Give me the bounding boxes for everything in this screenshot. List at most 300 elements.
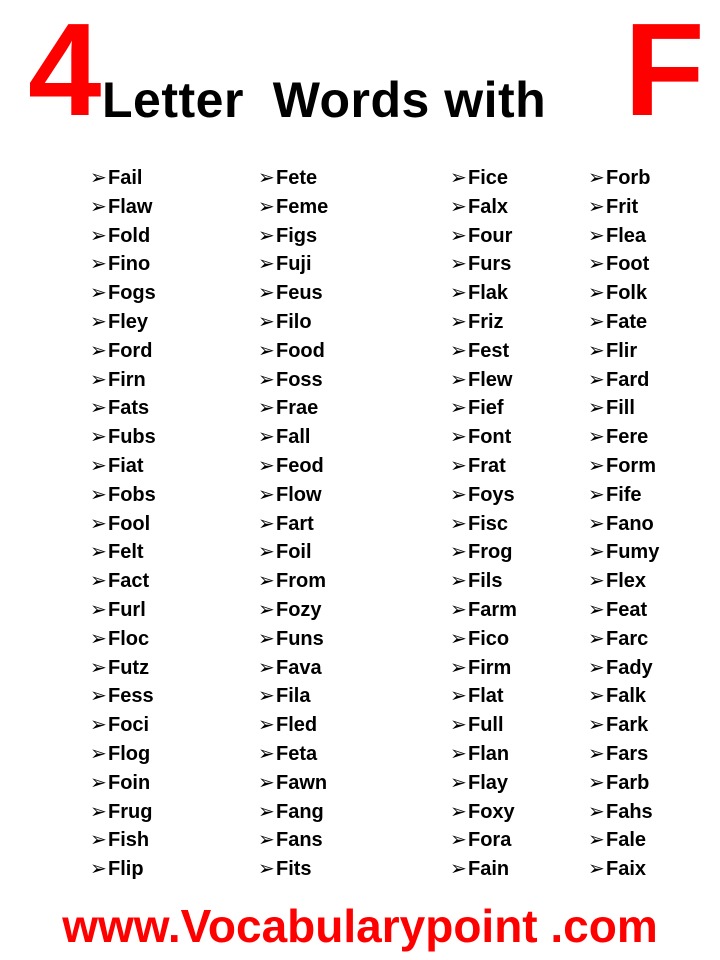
word-text: Fall bbox=[276, 426, 311, 449]
arrow-bullet-icon: ➢ bbox=[588, 310, 605, 333]
word-text: Fill bbox=[606, 397, 635, 420]
arrow-bullet-icon: ➢ bbox=[258, 656, 275, 679]
arrow-bullet-icon: ➢ bbox=[450, 714, 467, 737]
word-item bbox=[588, 625, 659, 654]
word-text: Fars bbox=[606, 742, 649, 765]
word-text: Faix bbox=[606, 858, 647, 881]
arrow-bullet-icon: ➢ bbox=[450, 253, 467, 276]
arrow-bullet-icon: ➢ bbox=[258, 483, 275, 506]
arrow-bullet-icon: ➢ bbox=[258, 426, 275, 449]
word-item bbox=[258, 250, 328, 279]
word-item bbox=[450, 625, 517, 654]
word-text: Fady bbox=[606, 656, 653, 679]
arrow-bullet-icon: ➢ bbox=[588, 512, 605, 535]
word-text: Furs bbox=[468, 253, 512, 276]
word-item bbox=[90, 366, 156, 395]
arrow-bullet-icon: ➢ bbox=[450, 742, 467, 765]
arrow-bullet-icon: ➢ bbox=[90, 483, 107, 506]
word-item bbox=[588, 510, 659, 539]
arrow-bullet-icon: ➢ bbox=[258, 454, 275, 477]
word-text: Furl bbox=[108, 598, 146, 621]
word-text: Falk bbox=[606, 685, 647, 708]
arrow-bullet-icon: ➢ bbox=[258, 627, 275, 650]
arrow-bullet-icon: ➢ bbox=[588, 282, 605, 305]
arrow-bullet-icon: ➢ bbox=[258, 397, 275, 420]
arrow-bullet-icon: ➢ bbox=[258, 771, 275, 794]
arrow-bullet-icon: ➢ bbox=[90, 282, 107, 305]
word-text: Frat bbox=[468, 454, 506, 477]
arrow-bullet-icon: ➢ bbox=[258, 339, 275, 362]
word-text: Flew bbox=[468, 368, 513, 391]
word-item bbox=[90, 855, 156, 884]
word-text: Friz bbox=[468, 310, 504, 333]
arrow-bullet-icon: ➢ bbox=[588, 195, 605, 218]
word-item bbox=[588, 596, 659, 625]
word-item bbox=[450, 193, 517, 222]
word-item bbox=[450, 596, 517, 625]
word-item bbox=[588, 826, 659, 855]
arrow-bullet-icon: ➢ bbox=[450, 167, 467, 189]
word-text: Fart bbox=[276, 512, 314, 535]
word-text: Figs bbox=[276, 224, 318, 247]
word-item bbox=[90, 682, 156, 711]
word-item bbox=[258, 510, 328, 539]
word-text: Flay bbox=[468, 771, 509, 794]
word-text: Foys bbox=[468, 483, 515, 506]
word-text: Foin bbox=[108, 771, 151, 794]
word-item bbox=[588, 279, 659, 308]
word-item bbox=[450, 855, 517, 884]
word-text: Fano bbox=[606, 512, 654, 535]
word-text: Fard bbox=[606, 368, 650, 391]
word-item bbox=[90, 164, 156, 193]
arrow-bullet-icon: ➢ bbox=[588, 483, 605, 506]
word-text: Feat bbox=[606, 598, 648, 621]
word-text: Fact bbox=[108, 570, 150, 593]
word-text: Fino bbox=[108, 253, 151, 276]
word-item bbox=[450, 337, 517, 366]
word-item bbox=[588, 222, 659, 251]
word-text: Fils bbox=[468, 570, 503, 593]
word-text: Fiat bbox=[108, 454, 144, 477]
word-text: Fits bbox=[276, 858, 312, 881]
word-item bbox=[90, 481, 156, 510]
word-item bbox=[258, 193, 328, 222]
word-item bbox=[588, 538, 659, 567]
word-text: Fubs bbox=[108, 426, 156, 449]
arrow-bullet-icon: ➢ bbox=[258, 714, 275, 737]
word-text: Fice bbox=[468, 167, 509, 189]
arrow-bullet-icon: ➢ bbox=[258, 685, 275, 708]
arrow-bullet-icon: ➢ bbox=[450, 483, 467, 506]
title-number: 4 bbox=[28, 0, 102, 143]
word-text: Fold bbox=[108, 224, 151, 247]
word-item bbox=[450, 711, 517, 740]
word-item bbox=[90, 308, 156, 337]
word-item bbox=[258, 394, 328, 423]
word-item bbox=[258, 538, 328, 567]
word-item bbox=[258, 337, 328, 366]
word-text: Flan bbox=[468, 742, 510, 765]
arrow-bullet-icon: ➢ bbox=[450, 829, 467, 852]
arrow-bullet-icon: ➢ bbox=[450, 339, 467, 362]
arrow-bullet-icon: ➢ bbox=[450, 397, 467, 420]
page-title: Letter Words with bbox=[102, 72, 547, 128]
word-column-1 bbox=[90, 164, 156, 884]
word-item bbox=[90, 826, 156, 855]
word-text: From bbox=[276, 570, 326, 593]
arrow-bullet-icon: ➢ bbox=[258, 541, 275, 564]
word-item bbox=[450, 308, 517, 337]
word-text: Fora bbox=[468, 829, 512, 852]
arrow-bullet-icon: ➢ bbox=[90, 685, 107, 708]
arrow-bullet-icon: ➢ bbox=[90, 771, 107, 794]
word-item bbox=[90, 222, 156, 251]
word-text: Flir bbox=[606, 339, 638, 362]
word-text: Fobs bbox=[108, 483, 156, 506]
word-item bbox=[258, 366, 328, 395]
word-column-3 bbox=[450, 164, 517, 884]
word-text: Fang bbox=[276, 800, 324, 823]
word-text: Farc bbox=[606, 627, 649, 650]
arrow-bullet-icon: ➢ bbox=[588, 627, 605, 650]
word-text: Fale bbox=[606, 829, 647, 852]
word-text: Forb bbox=[606, 167, 651, 189]
word-text: Fool bbox=[108, 512, 151, 535]
arrow-bullet-icon: ➢ bbox=[90, 627, 107, 650]
word-item bbox=[90, 625, 156, 654]
word-text: Flex bbox=[606, 570, 647, 593]
word-text: Font bbox=[468, 426, 512, 449]
word-item bbox=[450, 366, 517, 395]
word-item bbox=[258, 740, 328, 769]
word-item bbox=[588, 423, 659, 452]
word-item bbox=[450, 279, 517, 308]
word-item bbox=[450, 682, 517, 711]
arrow-bullet-icon: ➢ bbox=[258, 282, 275, 305]
word-item bbox=[258, 308, 328, 337]
word-item bbox=[90, 596, 156, 625]
word-item bbox=[588, 452, 659, 481]
arrow-bullet-icon: ➢ bbox=[588, 397, 605, 420]
arrow-bullet-icon: ➢ bbox=[588, 685, 605, 708]
word-item bbox=[450, 538, 517, 567]
arrow-bullet-icon: ➢ bbox=[90, 253, 107, 276]
word-item bbox=[258, 682, 328, 711]
word-text: Ford bbox=[108, 339, 153, 362]
word-item bbox=[90, 769, 156, 798]
arrow-bullet-icon: ➢ bbox=[450, 454, 467, 477]
word-text: Flog bbox=[108, 742, 151, 765]
word-text: Fahs bbox=[606, 800, 653, 823]
word-column-4 bbox=[588, 164, 659, 884]
word-text: Fozy bbox=[276, 598, 322, 621]
word-item bbox=[258, 654, 328, 683]
word-text: Fish bbox=[108, 829, 150, 852]
word-item bbox=[588, 682, 659, 711]
arrow-bullet-icon: ➢ bbox=[258, 195, 275, 218]
arrow-bullet-icon: ➢ bbox=[588, 454, 605, 477]
word-item bbox=[90, 567, 156, 596]
arrow-bullet-icon: ➢ bbox=[258, 829, 275, 852]
arrow-bullet-icon: ➢ bbox=[258, 570, 275, 593]
word-item bbox=[90, 711, 156, 740]
word-text: Fief bbox=[468, 397, 504, 420]
word-item bbox=[588, 164, 659, 193]
word-text: Flip bbox=[108, 858, 144, 881]
word-text: Fuji bbox=[276, 253, 312, 276]
arrow-bullet-icon: ➢ bbox=[450, 685, 467, 708]
word-item bbox=[258, 423, 328, 452]
arrow-bullet-icon: ➢ bbox=[90, 858, 107, 881]
word-text: Fark bbox=[606, 714, 649, 737]
word-text: Foss bbox=[276, 368, 323, 391]
word-item bbox=[588, 798, 659, 827]
arrow-bullet-icon: ➢ bbox=[90, 224, 107, 247]
arrow-bullet-icon: ➢ bbox=[450, 512, 467, 535]
word-text: Flea bbox=[606, 224, 647, 247]
arrow-bullet-icon: ➢ bbox=[588, 426, 605, 449]
word-text: Folk bbox=[606, 282, 648, 305]
word-item bbox=[90, 510, 156, 539]
arrow-bullet-icon: ➢ bbox=[258, 368, 275, 391]
word-item bbox=[588, 394, 659, 423]
word-item bbox=[90, 798, 156, 827]
word-item bbox=[450, 250, 517, 279]
arrow-bullet-icon: ➢ bbox=[588, 570, 605, 593]
word-item bbox=[90, 250, 156, 279]
word-item bbox=[588, 308, 659, 337]
arrow-bullet-icon: ➢ bbox=[90, 570, 107, 593]
word-text: Flaw bbox=[108, 195, 153, 218]
arrow-bullet-icon: ➢ bbox=[588, 253, 605, 276]
arrow-bullet-icon: ➢ bbox=[90, 368, 107, 391]
arrow-bullet-icon: ➢ bbox=[450, 224, 467, 247]
arrow-bullet-icon: ➢ bbox=[90, 310, 107, 333]
word-item bbox=[258, 826, 328, 855]
word-item bbox=[258, 481, 328, 510]
word-item bbox=[258, 164, 328, 193]
arrow-bullet-icon: ➢ bbox=[90, 541, 107, 564]
page-header bbox=[0, 0, 720, 150]
word-text: Fans bbox=[276, 829, 323, 852]
arrow-bullet-icon: ➢ bbox=[258, 310, 275, 333]
word-column-2 bbox=[258, 164, 328, 884]
word-text: Fisc bbox=[468, 512, 509, 535]
arrow-bullet-icon: ➢ bbox=[588, 829, 605, 852]
arrow-bullet-icon: ➢ bbox=[90, 742, 107, 765]
arrow-bullet-icon: ➢ bbox=[90, 426, 107, 449]
word-item bbox=[588, 366, 659, 395]
arrow-bullet-icon: ➢ bbox=[450, 426, 467, 449]
word-item bbox=[258, 596, 328, 625]
arrow-bullet-icon: ➢ bbox=[258, 858, 275, 881]
arrow-bullet-icon: ➢ bbox=[588, 598, 605, 621]
arrow-bullet-icon: ➢ bbox=[450, 598, 467, 621]
word-text: Futz bbox=[108, 656, 150, 679]
arrow-bullet-icon: ➢ bbox=[450, 310, 467, 333]
word-item bbox=[588, 250, 659, 279]
word-text: Fats bbox=[108, 397, 150, 420]
word-text: Fess bbox=[108, 685, 154, 708]
arrow-bullet-icon: ➢ bbox=[258, 512, 275, 535]
title-letter: F bbox=[624, 0, 705, 143]
arrow-bullet-icon: ➢ bbox=[90, 656, 107, 679]
arrow-bullet-icon: ➢ bbox=[588, 771, 605, 794]
word-text: Foxy bbox=[468, 800, 515, 823]
word-text: Full bbox=[468, 714, 504, 737]
word-item bbox=[450, 769, 517, 798]
arrow-bullet-icon: ➢ bbox=[258, 742, 275, 765]
website-footer: www.Vocabularypoint .com bbox=[62, 900, 658, 952]
word-item bbox=[90, 740, 156, 769]
arrow-bullet-icon: ➢ bbox=[588, 541, 605, 564]
arrow-bullet-icon: ➢ bbox=[90, 800, 107, 823]
arrow-bullet-icon: ➢ bbox=[90, 454, 107, 477]
word-text: Food bbox=[276, 339, 325, 362]
word-text: Firm bbox=[468, 656, 512, 679]
word-item bbox=[90, 452, 156, 481]
word-item bbox=[450, 481, 517, 510]
word-text: Fogs bbox=[108, 282, 156, 305]
word-item bbox=[450, 826, 517, 855]
arrow-bullet-icon: ➢ bbox=[90, 512, 107, 535]
word-item bbox=[90, 394, 156, 423]
word-text: Frog bbox=[468, 541, 513, 564]
word-text: Fava bbox=[276, 656, 322, 679]
word-item bbox=[258, 855, 328, 884]
arrow-bullet-icon: ➢ bbox=[450, 570, 467, 593]
arrow-bullet-icon: ➢ bbox=[450, 282, 467, 305]
arrow-bullet-icon: ➢ bbox=[588, 742, 605, 765]
word-item bbox=[258, 625, 328, 654]
word-item bbox=[450, 164, 517, 193]
word-text: Falx bbox=[468, 195, 509, 218]
word-item bbox=[588, 740, 659, 769]
word-text: Fila bbox=[276, 685, 311, 708]
arrow-bullet-icon: ➢ bbox=[588, 800, 605, 823]
word-text: Fete bbox=[276, 167, 318, 189]
word-text: Foot bbox=[606, 253, 650, 276]
arrow-bullet-icon: ➢ bbox=[450, 800, 467, 823]
arrow-bullet-icon: ➢ bbox=[588, 714, 605, 737]
word-item bbox=[90, 279, 156, 308]
word-text: Frit bbox=[606, 195, 639, 218]
word-text: Felt bbox=[108, 541, 144, 564]
word-item bbox=[258, 711, 328, 740]
word-item bbox=[588, 711, 659, 740]
word-text: Feta bbox=[276, 742, 318, 765]
word-item bbox=[450, 798, 517, 827]
arrow-bullet-icon: ➢ bbox=[588, 858, 605, 881]
arrow-bullet-icon: ➢ bbox=[258, 167, 275, 189]
word-text: Fain bbox=[468, 858, 510, 881]
arrow-bullet-icon: ➢ bbox=[258, 800, 275, 823]
word-item bbox=[450, 740, 517, 769]
arrow-bullet-icon: ➢ bbox=[90, 714, 107, 737]
arrow-bullet-icon: ➢ bbox=[258, 253, 275, 276]
arrow-bullet-icon: ➢ bbox=[90, 829, 107, 852]
word-text: Foci bbox=[108, 714, 150, 737]
word-text: Farb bbox=[606, 771, 650, 794]
arrow-bullet-icon: ➢ bbox=[450, 541, 467, 564]
word-item bbox=[90, 193, 156, 222]
word-text: Fest bbox=[468, 339, 510, 362]
word-item bbox=[450, 423, 517, 452]
word-item bbox=[450, 510, 517, 539]
word-text: Funs bbox=[276, 627, 324, 650]
arrow-bullet-icon: ➢ bbox=[90, 167, 107, 189]
word-item bbox=[450, 452, 517, 481]
arrow-bullet-icon: ➢ bbox=[450, 627, 467, 650]
arrow-bullet-icon: ➢ bbox=[258, 224, 275, 247]
arrow-bullet-icon: ➢ bbox=[450, 368, 467, 391]
word-item bbox=[90, 423, 156, 452]
word-item bbox=[588, 567, 659, 596]
arrow-bullet-icon: ➢ bbox=[90, 598, 107, 621]
word-text: Filo bbox=[276, 310, 312, 333]
word-text: Frug bbox=[108, 800, 153, 823]
word-text: Frae bbox=[276, 397, 319, 420]
arrow-bullet-icon: ➢ bbox=[588, 224, 605, 247]
word-text: Feus bbox=[276, 282, 323, 305]
word-item bbox=[450, 394, 517, 423]
arrow-bullet-icon: ➢ bbox=[450, 771, 467, 794]
word-text: Fley bbox=[108, 310, 149, 333]
word-text: Four bbox=[468, 224, 513, 247]
word-item bbox=[90, 654, 156, 683]
word-item bbox=[90, 337, 156, 366]
arrow-bullet-icon: ➢ bbox=[588, 167, 605, 189]
arrow-bullet-icon: ➢ bbox=[450, 858, 467, 881]
word-text: Fere bbox=[606, 426, 649, 449]
word-item bbox=[450, 654, 517, 683]
word-text: Form bbox=[606, 454, 656, 477]
arrow-bullet-icon: ➢ bbox=[90, 339, 107, 362]
word-item bbox=[258, 567, 328, 596]
arrow-bullet-icon: ➢ bbox=[258, 598, 275, 621]
word-item bbox=[258, 279, 328, 308]
word-text: Feme bbox=[276, 195, 329, 218]
word-text: Fife bbox=[606, 483, 642, 506]
word-text: Foil bbox=[276, 541, 312, 564]
word-item bbox=[90, 538, 156, 567]
word-text: Fico bbox=[468, 627, 510, 650]
word-item bbox=[588, 193, 659, 222]
word-text: Firn bbox=[108, 368, 146, 391]
word-text: Fate bbox=[606, 310, 648, 333]
word-item bbox=[588, 481, 659, 510]
word-text: Fawn bbox=[276, 771, 328, 794]
word-text: Fail bbox=[108, 167, 143, 189]
word-item bbox=[450, 567, 517, 596]
arrow-bullet-icon: ➢ bbox=[90, 195, 107, 218]
word-item bbox=[258, 222, 328, 251]
arrow-bullet-icon: ➢ bbox=[450, 656, 467, 679]
word-item bbox=[258, 452, 328, 481]
word-text: Feod bbox=[276, 454, 324, 477]
word-item bbox=[588, 654, 659, 683]
word-text: Floc bbox=[108, 627, 150, 650]
word-item bbox=[588, 855, 659, 884]
word-item bbox=[258, 798, 328, 827]
word-text: Flat bbox=[468, 685, 504, 708]
word-item bbox=[258, 769, 328, 798]
arrow-bullet-icon: ➢ bbox=[588, 339, 605, 362]
word-item bbox=[588, 769, 659, 798]
word-text: Fumy bbox=[606, 541, 660, 564]
word-text: Flow bbox=[276, 483, 322, 506]
